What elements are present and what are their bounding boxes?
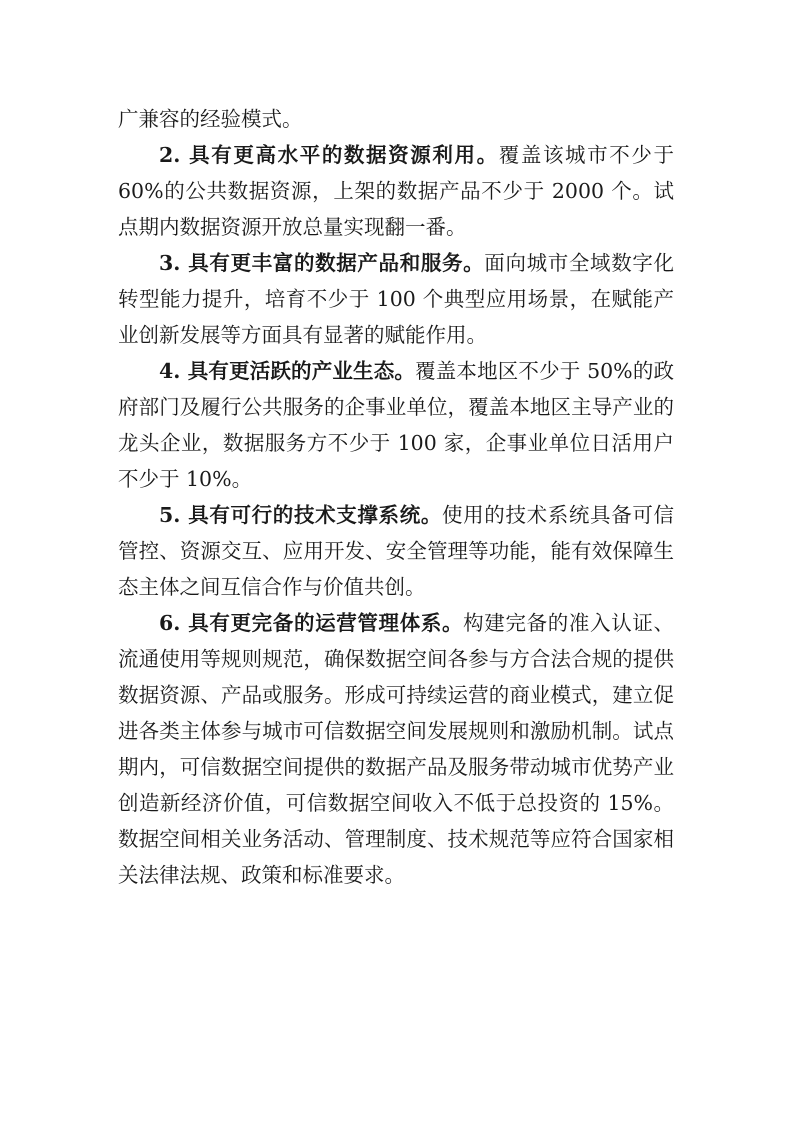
item-5-body: 使用的技术系统具备可信管控、资源交互、应用开发、安全管理等功能，能有效保障生态主体之间互信合作与价值共创。 [118, 503, 675, 599]
document-body [118, 101, 674, 893]
item-4-paragraph [118, 353, 674, 497]
item-5-heading: 5. 具有可行的技术支撑系统。 [159, 503, 442, 527]
item-5-paragraph [118, 497, 674, 605]
item-3-heading: 3. 具有更丰富的数据产品和服务。 [159, 251, 485, 275]
item-2-body: 覆盖该城市不少于 60%的公共数据资源，上架的数据产品不少于 2000 个。试点期内数据资源开放总量实现翻一番。 [118, 143, 674, 239]
item-6-heading: 6. 具有更完备的运营管理体系。 [159, 611, 464, 635]
item-2-heading: 2. 具有更高水平的数据资源利用。 [159, 143, 499, 167]
item-3-paragraph [118, 245, 674, 353]
item-3-body: 面向城市全域数字化转型能力提升，培育不少于 100 个典型应用场景，在赋能产业创新发展等方面具有显著的赋能作用。 [118, 251, 674, 347]
intro-continuation-paragraph: 广兼容的经验模式。 [118, 107, 303, 131]
item-4-heading: 4. 具有更活跃的产业生态。 [159, 359, 416, 383]
item-6-paragraph [118, 605, 674, 893]
item-4-body: 覆盖本地区不少于 50%的政府部门及履行公共服务的企事业单位，覆盖本地区主导产业的龙头企业，数据服务方不少于 100 家，企事业单位日活用户不少于 10%。 [118, 359, 674, 491]
item-2-paragraph [118, 137, 674, 245]
item-6-body: 构建完备的准入认证、流通使用等规则规范，确保数据空间各参与方合法合规的提供数据资源、产品或服务。形成可持续运营的商业模式，建立促进各类主体参与城市可信数据空间发展规则和激励机制。试点期内，可信数据空间提供的数据产品及服务带动城市优势产业创造新经济价值，可信数据空间收入不低于总投资的 15%。数据空间相关业务活动、管理制度、技术规范等应符合国家相关法律法规、政策和标准要求。 [118, 611, 674, 887]
